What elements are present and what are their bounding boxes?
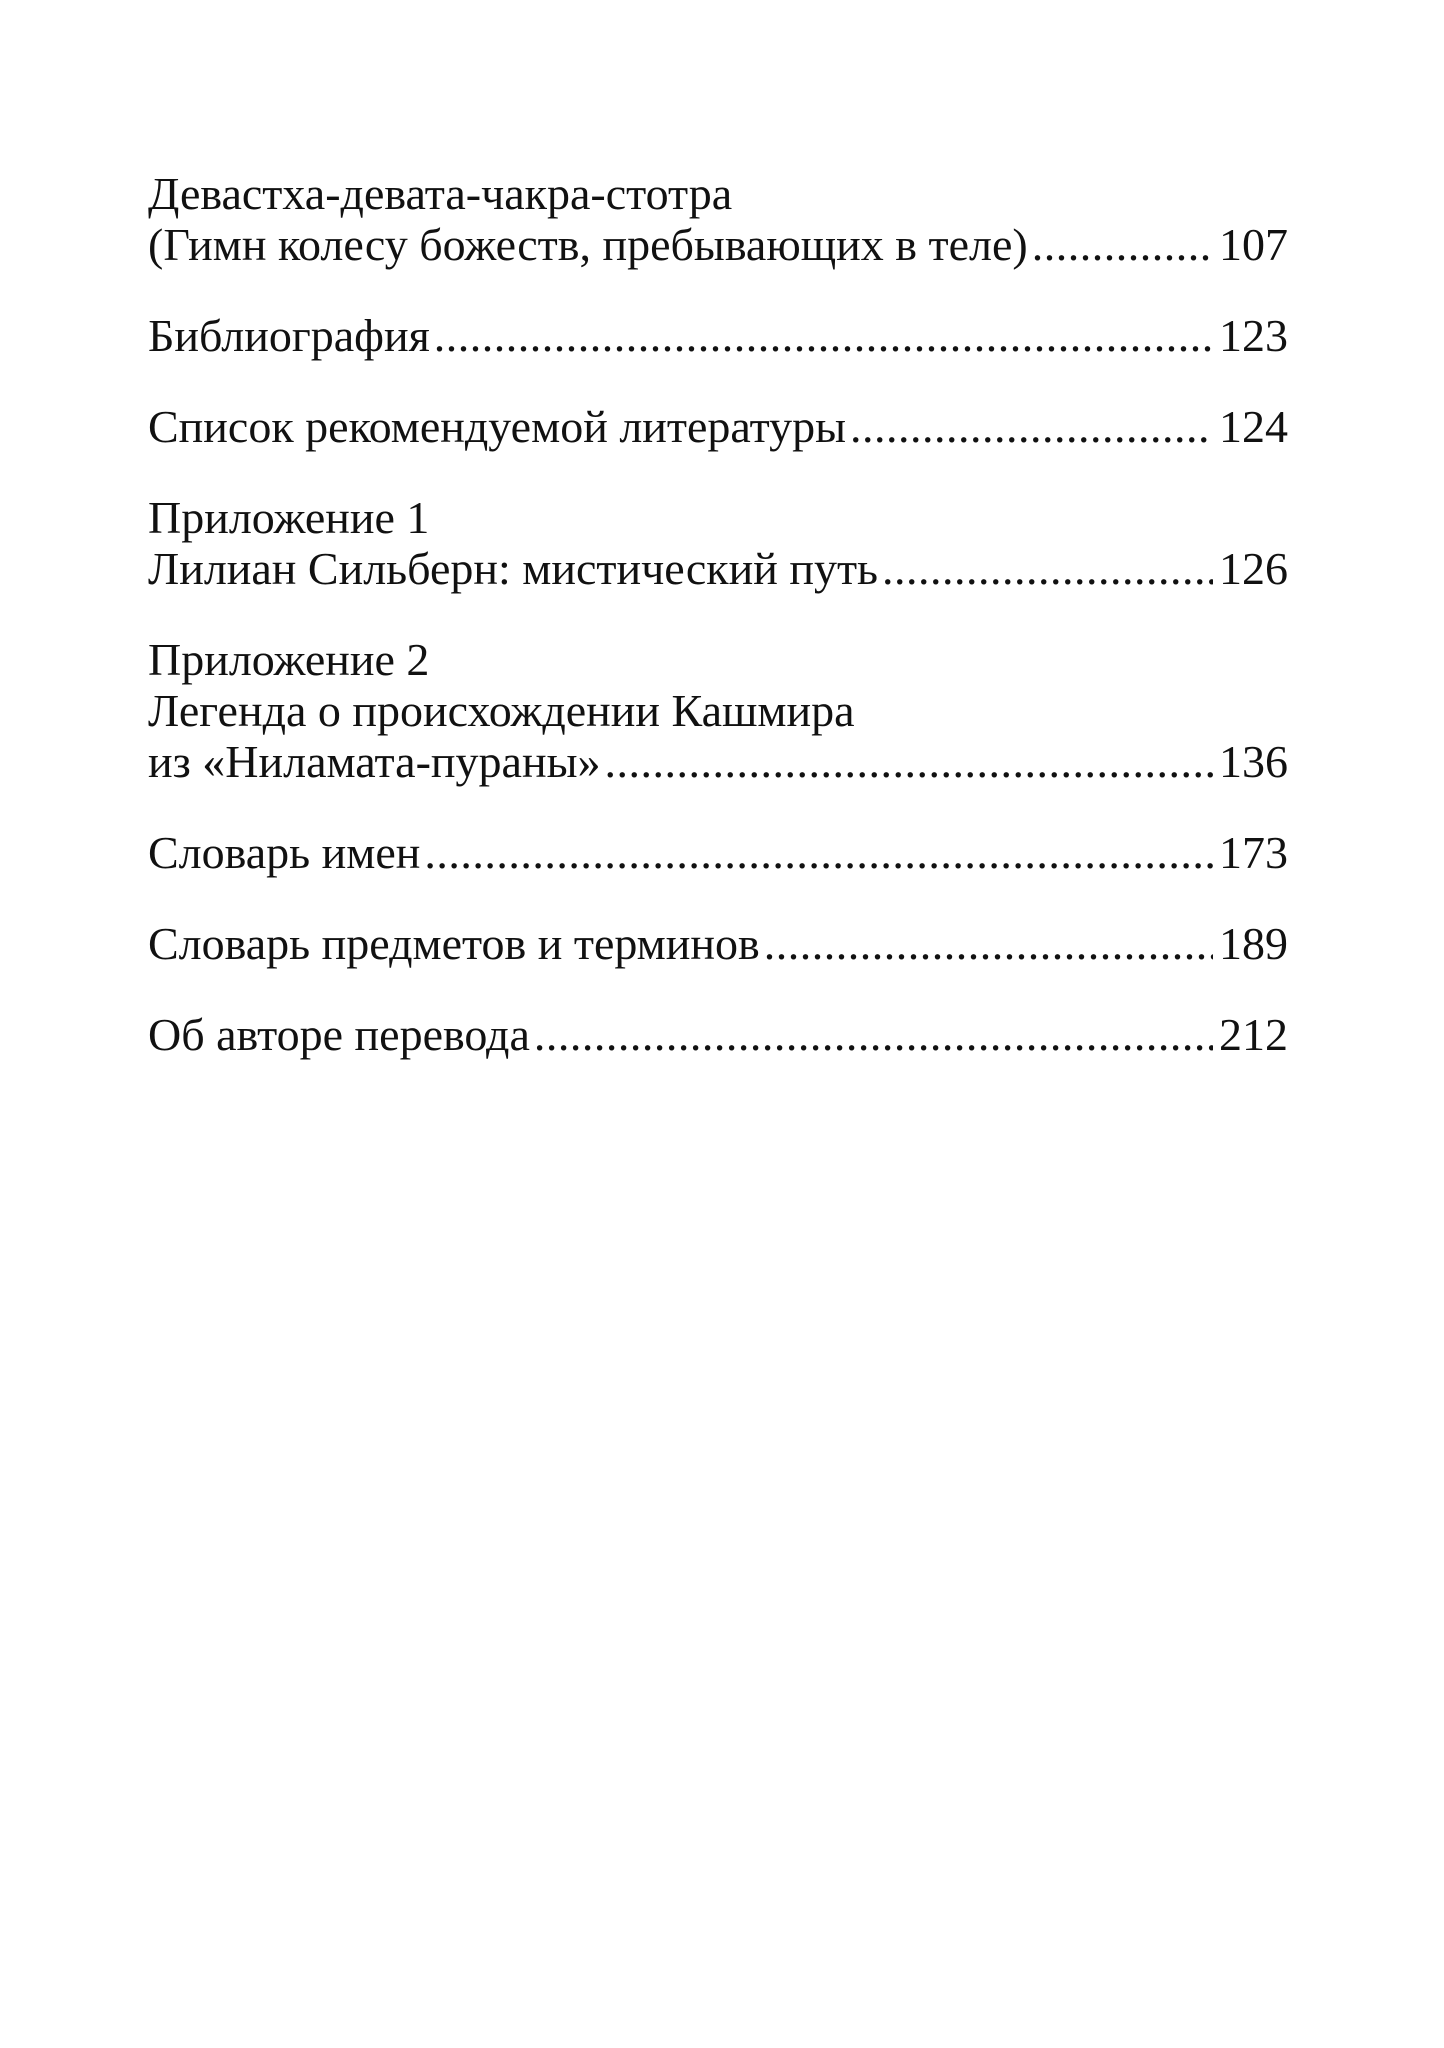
toc-entry-terms-dictionary[interactable] — [148, 918, 1288, 969]
page-number: 189 — [1219, 918, 1288, 969]
toc-entry-title: Список рекомендуемой литературы — [148, 401, 847, 452]
toc-entry-title: из «Ниламата-пураны» — [148, 736, 601, 787]
page-number: 126 — [1219, 543, 1288, 594]
dot-leader — [1032, 219, 1213, 270]
toc-entry-row — [148, 219, 1288, 270]
toc-entry-title: Библиография — [148, 310, 430, 361]
toc-entry-about-translator[interactable] — [148, 1009, 1288, 1060]
toc-entry-subheading: Легенда о происхождении Кашмира — [148, 685, 855, 736]
dot-leader — [850, 401, 1213, 452]
page-number: 107 — [1219, 219, 1288, 270]
dot-leader — [534, 1009, 1213, 1060]
toc-entry-title: Лилиан Сильберн: мистический путь — [148, 543, 879, 594]
toc-entry-heading: Приложение 2 — [148, 634, 430, 685]
toc-entry-row — [148, 736, 1288, 787]
toc-entry-appendix-2[interactable] — [148, 634, 1288, 787]
toc-entry-row — [148, 918, 1288, 969]
page-number: 123 — [1219, 310, 1288, 361]
toc-entry-row — [148, 310, 1288, 361]
toc-entry-title: Словарь имен — [148, 827, 421, 878]
toc-entry-names-dictionary[interactable] — [148, 827, 1288, 878]
toc-entry-appendix-1[interactable] — [148, 492, 1288, 594]
toc-entry-bibliography[interactable] — [148, 310, 1288, 361]
table-of-contents — [148, 168, 1288, 1100]
dot-leader — [764, 918, 1213, 969]
toc-entry-recommended-literature[interactable] — [148, 401, 1288, 452]
toc-entry-row — [148, 827, 1288, 878]
toc-entry-title: (Гимн колесу божеств, пребывающих в теле) — [148, 219, 1028, 270]
toc-entry-row — [148, 401, 1288, 452]
toc-entry-heading: Приложение 1 — [148, 492, 430, 543]
toc-entry-heading: Девастха-девата-чакра-стотра — [148, 168, 733, 219]
toc-entry-title: Об авторе перевода — [148, 1009, 530, 1060]
page-number: 124 — [1219, 401, 1288, 452]
dot-leader — [604, 736, 1213, 787]
toc-entry-title: Словарь предметов и терминов — [148, 918, 760, 969]
page-number: 173 — [1219, 827, 1288, 878]
page-number: 212 — [1219, 1009, 1288, 1060]
toc-entry-devastha[interactable] — [148, 168, 1288, 270]
dot-leader — [434, 310, 1213, 361]
dot-leader — [882, 543, 1213, 594]
page-number: 136 — [1219, 736, 1288, 787]
toc-entry-row — [148, 543, 1288, 594]
dot-leader — [424, 827, 1213, 878]
toc-entry-row — [148, 1009, 1288, 1060]
